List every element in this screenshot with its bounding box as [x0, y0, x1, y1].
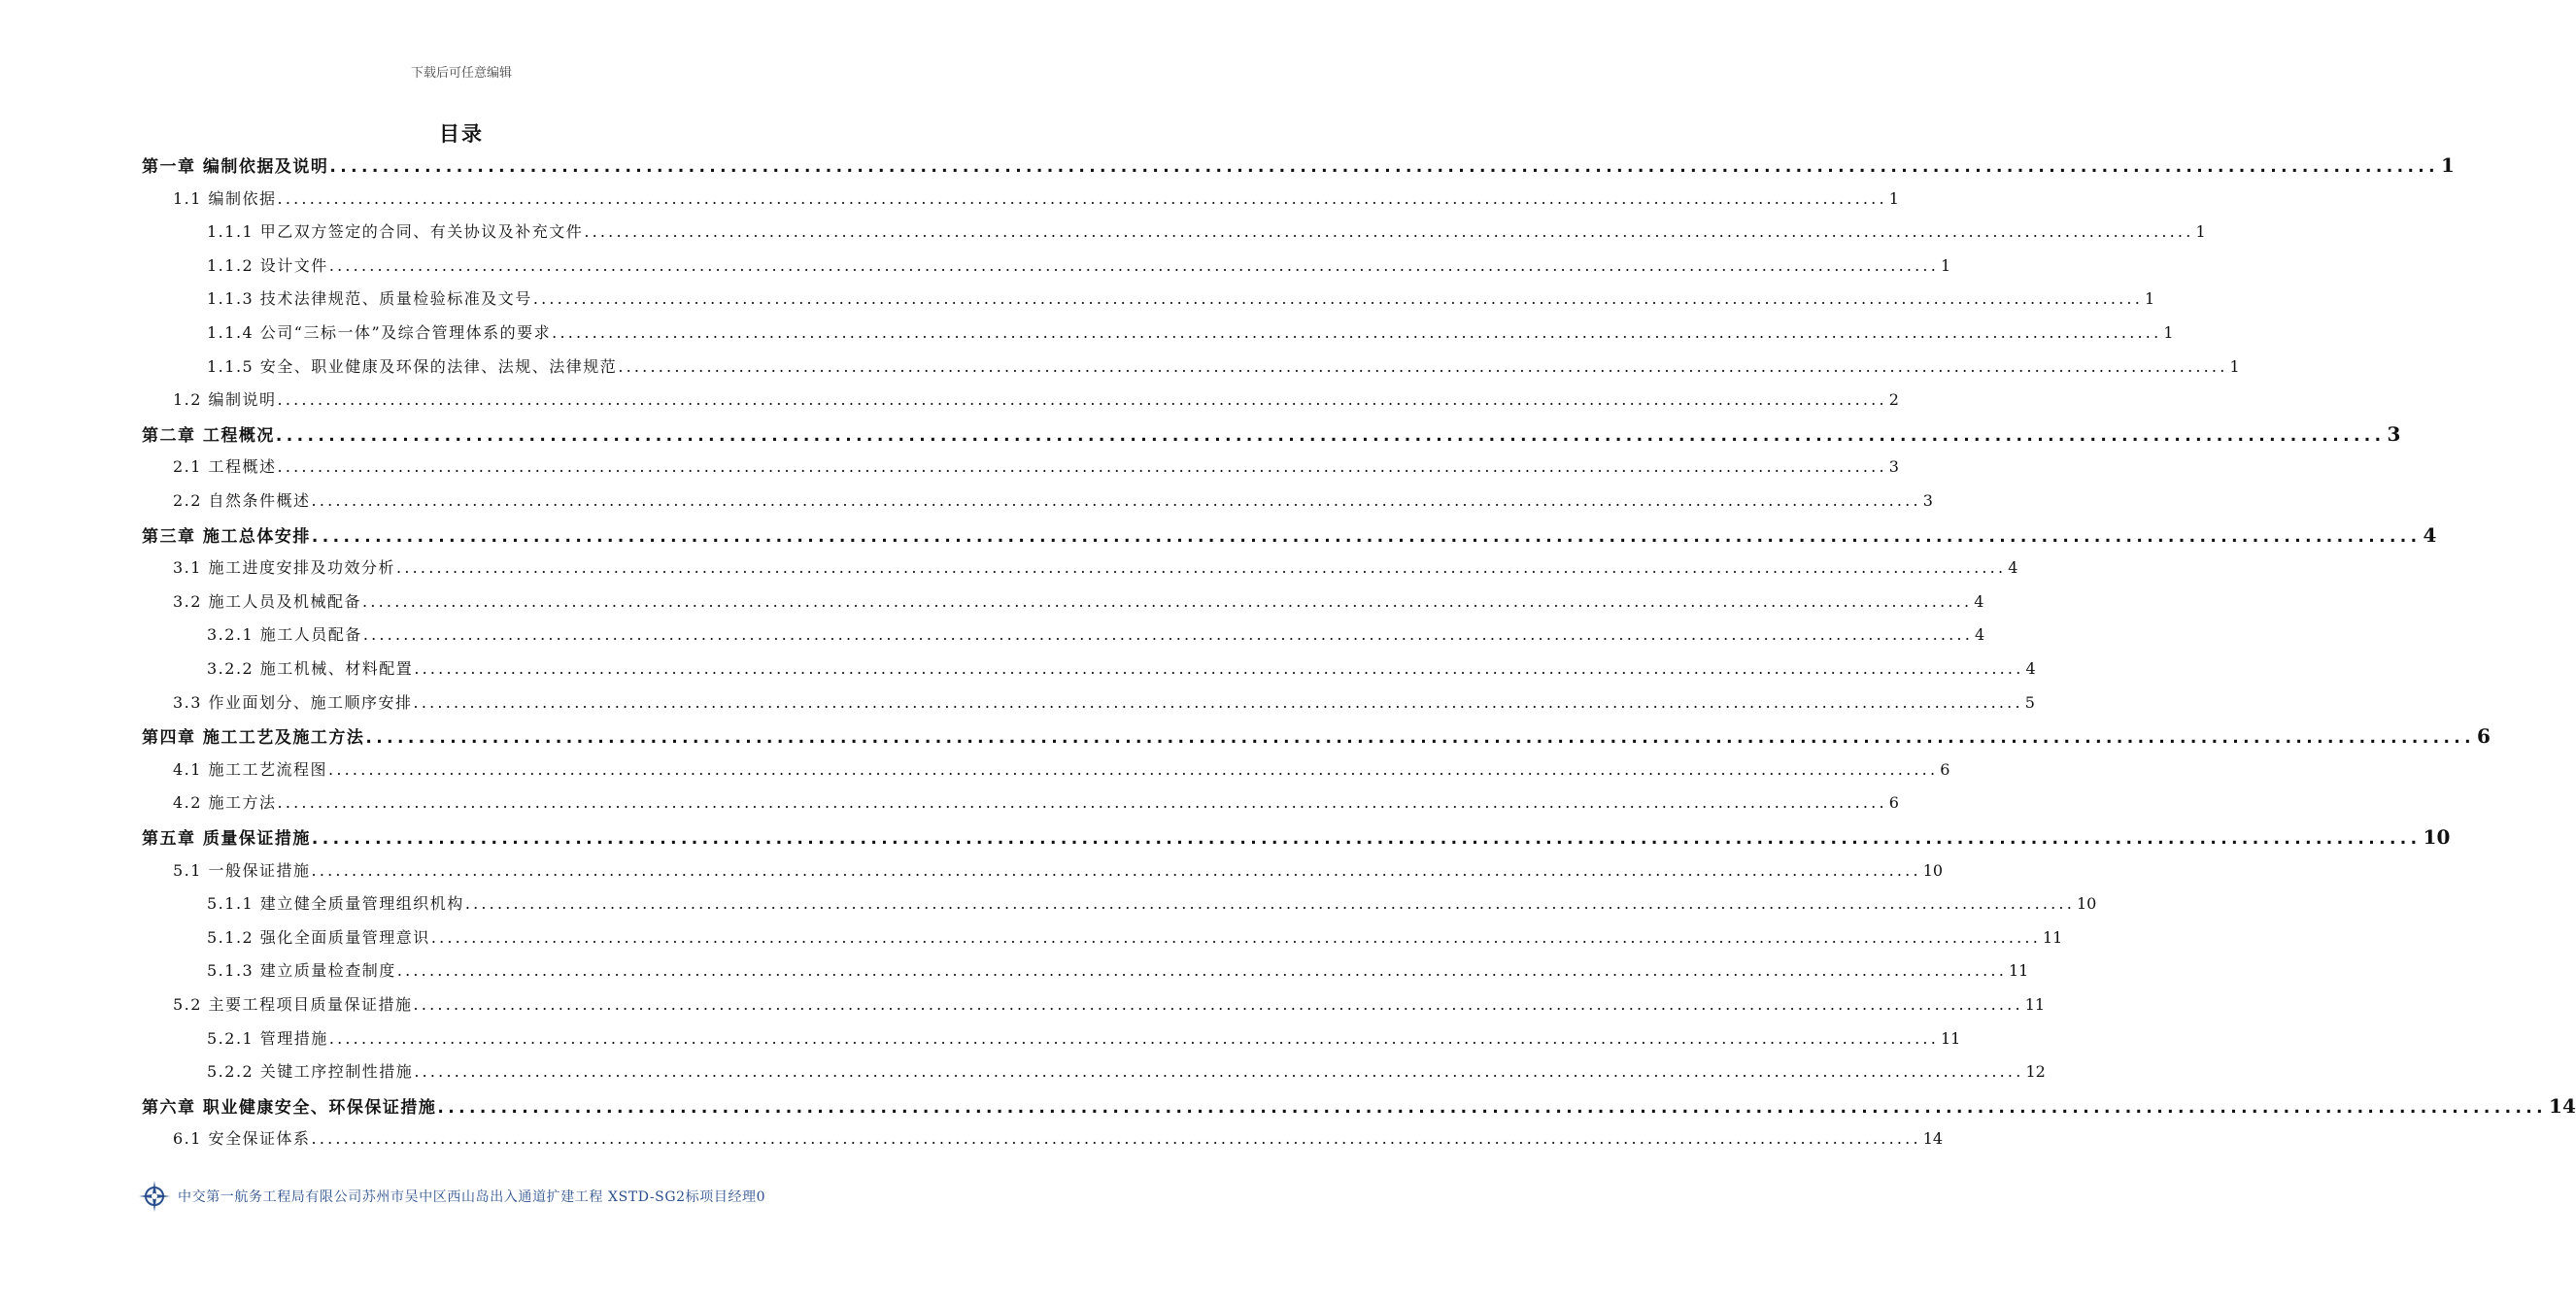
toc-entry-label: 5.2.1 管理措施 — [207, 1028, 328, 1048]
toc-entry-page: 4 — [2423, 522, 2437, 547]
toc-entry-page: 10 — [2077, 894, 2097, 914]
toc-entry-label: 4.1 施工工艺流程图 — [173, 759, 328, 779]
toc-entry-label: 1.2 编制说明 — [173, 390, 277, 410]
toc-entry-label: 3.1 施工进度安排及功效分析 — [173, 558, 396, 578]
toc-leader-dots: ........................................................................................................................................................................................................ — [311, 1129, 1921, 1149]
toc-entry-label: 1.1.2 设计文件 — [207, 255, 328, 275]
page-title: 目录 — [439, 122, 484, 146]
toc-entry-page: 1 — [1941, 255, 1951, 275]
company-logo-icon — [137, 1179, 172, 1214]
toc-entry-page: 10 — [2423, 825, 2451, 849]
toc-entry-page: 4 — [2025, 659, 2036, 678]
toc-entry-label: 5.1 一般保证措施 — [173, 860, 311, 880]
toc-leader-dots: ........................................................................................................................................................................................................ — [414, 659, 2024, 678]
toc-entry-page: 10 — [1922, 860, 1944, 880]
toc-entry-page: 4 — [2008, 558, 2018, 578]
toc-entry[interactable] — [207, 656, 2036, 679]
toc-entry-page: 1 — [2229, 356, 2240, 376]
toc-entry-page: 6 — [2477, 724, 2491, 749]
toc-entry-label: 3.2.1 施工人员配备 — [207, 625, 362, 645]
toc-entry-label: 1.1.5 安全、职业健康及环保的法律、法规、法律规范 — [207, 356, 618, 376]
toc-entry-label: 5.2.2 关键工序控制性措施 — [207, 1062, 414, 1082]
toc-entry-label: 5.2 主要工程项目质量保证措施 — [173, 995, 413, 1014]
toc-entry-page: 4 — [1975, 625, 1985, 645]
toc-entry[interactable] — [173, 454, 1899, 477]
toc-leader-dots: ........................................................................................................................................................................................................ — [618, 356, 2228, 376]
toc-entry-page: 3 — [1888, 457, 1899, 477]
toc-entry-page: 6 — [1888, 793, 1899, 813]
toc-entry-page: 2 — [1888, 390, 1899, 410]
toc-entry-page: 1 — [2195, 222, 2206, 242]
toc-entry-page: 14 — [2549, 1093, 2576, 1118]
toc-leader-dots: ........................................................................................................................................................................................................ — [277, 390, 1887, 410]
toc-leader-dots: ........................................................................................................................................................................................................ — [584, 222, 2194, 242]
toc-entry-label: 第二章 工程概况 — [142, 425, 275, 446]
toc-entry-page: 1 — [2163, 323, 2174, 342]
toc-entry-label: 1.1.3 技术法律规范、质量检验标准及文号 — [207, 289, 532, 309]
toc-leader-dots: ........................................................................................................................................................................................................ — [437, 1097, 2548, 1118]
toc-leader-dots: ........................................................................................................................................................................................................ — [396, 558, 2007, 578]
toc-entry[interactable] — [207, 354, 2240, 377]
toc-entry[interactable] — [207, 286, 2155, 309]
toc-entry-page: 1 — [1888, 188, 1899, 208]
toc-leader-dots: ........................................................................................................................................................................................................ — [277, 188, 1887, 208]
toc-leader-dots: ........................................................................................................................................................................................................ — [362, 625, 1973, 645]
toc-leader-dots: ........................................................................................................................................................................................................ — [328, 759, 1939, 779]
toc-entry-label: 1.1.4 公司“三标一体”及综合管理体系的要求 — [207, 323, 552, 342]
toc-entry-page: 5 — [2024, 692, 2035, 712]
toc-entry[interactable] — [142, 522, 2437, 547]
toc-entry-page: 11 — [2009, 961, 2029, 981]
toc-entry-label: 第三章 施工总体安排 — [142, 526, 311, 547]
toc-entry[interactable] — [173, 992, 2046, 1015]
toc-leader-dots: ........................................................................................................................................................................................................ — [532, 289, 2143, 309]
toc-leader-dots: ........................................................................................................................................................................................................ — [277, 793, 1887, 813]
toc-entry-label: 3.2 施工人员及机械配备 — [173, 591, 362, 611]
toc-leader-dots: ........................................................................................................................................................................................................ — [311, 491, 1921, 510]
toc-leader-dots: ........................................................................................................................................................................................................ — [552, 323, 2162, 342]
toc-leader-dots: ........................................................................................................................................................................................................ — [396, 961, 2007, 981]
toc-entry-label: 第六章 职业健康安全、环保保证措施 — [142, 1097, 437, 1118]
toc-leader-dots: ........................................................................................................................................................................................................ — [365, 728, 2476, 749]
toc-entry[interactable] — [142, 152, 2455, 177]
toc-entry-page: 14 — [1922, 1129, 1944, 1149]
toc-entry-page: 1 — [2145, 289, 2155, 309]
toc-entry[interactable] — [142, 824, 2451, 849]
toc-entry-page: 6 — [1940, 759, 1950, 779]
toc-entry[interactable] — [207, 1059, 2046, 1082]
toc-entry[interactable] — [173, 790, 1899, 813]
toc-leader-dots: ........................................................................................................................................................................................................ — [311, 860, 1921, 880]
toc-entry-page: 12 — [2025, 1062, 2046, 1082]
toc-leader-dots: ........................................................................................................................................................................................................ — [413, 995, 2023, 1014]
toc-entry[interactable] — [207, 1026, 1961, 1049]
toc-entry-page: 11 — [2043, 927, 2063, 947]
toc-entry-label: 2.1 工程概述 — [173, 457, 277, 477]
toc-entry-label: 6.1 安全保证体系 — [173, 1129, 311, 1149]
toc-entry-label: 3.2.2 施工机械、材料配置 — [207, 659, 414, 678]
toc-entry-label: 2.2 自然条件概述 — [173, 491, 311, 510]
toc-leader-dots: ........................................................................................................................................................................................................ — [464, 894, 2075, 914]
toc-entry[interactable] — [207, 253, 1951, 276]
toc-entry-label: 5.1.1 建立健全质量管理组织机构 — [207, 894, 464, 914]
toc-entry[interactable] — [207, 925, 2063, 948]
toc-entry-label: 第五章 质量保证措施 — [142, 829, 311, 849]
toc-entry[interactable] — [142, 1093, 2576, 1118]
toc-entry[interactable] — [173, 757, 1950, 780]
header-note: 下载后可任意编辑 — [410, 66, 512, 81]
toc-entry[interactable] — [207, 958, 2029, 981]
toc-entry-page: 3 — [2387, 421, 2401, 446]
toc-entry-page: 3 — [1922, 491, 1933, 510]
toc-entry-label: 4.2 施工方法 — [173, 793, 277, 813]
toc-entry-label: 5.1.3 建立质量检查制度 — [207, 961, 396, 981]
toc-leader-dots: ........................................................................................................................................................................................................ — [275, 425, 2386, 446]
toc-leader-dots: ........................................................................................................................................................................................................ — [311, 526, 2422, 547]
toc-leader-dots: ........................................................................................................................................................................................................ — [430, 927, 2041, 947]
toc-leader-dots: ........................................................................................................................................................................................................ — [362, 591, 1973, 611]
toc-entry-page: 1 — [2441, 153, 2455, 177]
toc-entry[interactable] — [173, 555, 2018, 578]
toc-leader-dots: ........................................................................................................................................................................................................ — [328, 255, 1939, 275]
toc-entry[interactable] — [142, 421, 2401, 446]
toc-leader-dots: ........................................................................................................................................................................................................ — [311, 829, 2422, 849]
toc-entry-label: 3.3 作业面划分、施工顺序安排 — [173, 692, 413, 712]
toc-entry[interactable] — [173, 186, 1899, 209]
toc-leader-dots: ........................................................................................................................................................................................................ — [328, 1028, 1939, 1048]
toc-entry[interactable] — [207, 891, 2097, 914]
toc-leader-dots: ........................................................................................................................................................................................................ — [413, 692, 2023, 712]
page-footer — [137, 1179, 765, 1214]
toc-entry[interactable] — [173, 589, 1984, 612]
toc-entry-label: 5.1.2 强化全面质量管理意识 — [207, 927, 430, 947]
footer-text: 中交第一航务工程局有限公司苏州市吴中区西山岛出入通道扩建工程 XSTD-SG2标项目经理0 — [178, 1189, 766, 1205]
toc-leader-dots: ........................................................................................................................................................................................................ — [277, 457, 1887, 477]
toc-entry[interactable] — [173, 488, 1933, 511]
toc-entry[interactable] — [207, 219, 2206, 242]
toc-entry-label: 1.1.1 甲乙双方签定的合同、有关协议及补充文件 — [207, 222, 584, 242]
toc-entry-page: 11 — [1941, 1028, 1961, 1048]
toc-entry-label: 1.1 编制依据 — [173, 188, 277, 208]
toc-entry-page: 11 — [2024, 995, 2046, 1014]
toc-entry[interactable] — [173, 690, 2035, 713]
toc-entry[interactable] — [173, 387, 1899, 410]
toc-entry[interactable] — [173, 1126, 1944, 1149]
toc-entry[interactable] — [173, 858, 1944, 881]
toc-entry[interactable] — [207, 622, 1985, 645]
toc-entry-label: 第一章 编制依据及说明 — [142, 157, 329, 177]
toc-entry-page: 4 — [1974, 591, 1984, 611]
toc-entry[interactable] — [207, 320, 2174, 343]
toc-entry-label: 第四章 施工工艺及施工方法 — [142, 728, 365, 749]
toc-leader-dots: ........................................................................................................................................................................................................ — [329, 157, 2440, 177]
toc-leader-dots: ........................................................................................................................................................................................................ — [414, 1062, 2024, 1082]
toc-entry[interactable] — [142, 723, 2491, 749]
